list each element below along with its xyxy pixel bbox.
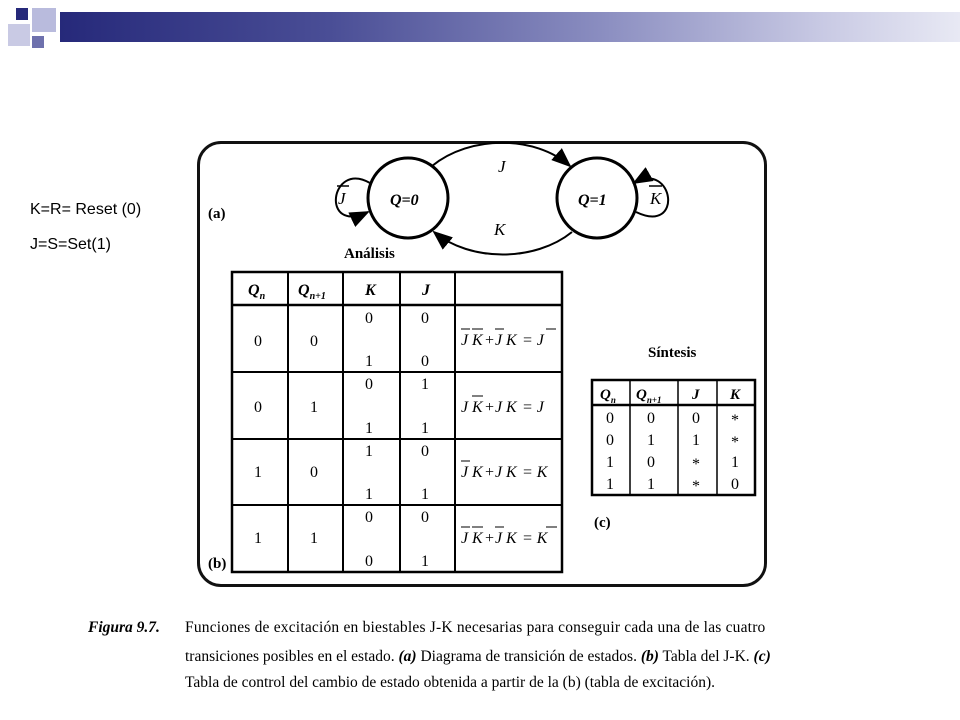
svg-text:= K: = K [522,530,548,547]
analysis-cell: 0 [365,310,373,327]
analysis-cell: 1 [365,486,373,503]
analysis-title: Análisis [344,246,395,262]
analysis-cell: 1 [365,443,373,460]
self-loop-left-label: J [338,189,346,208]
analysis-cell: 1 [254,464,262,481]
caption-text: transiciones posibles en el estado. [185,648,395,665]
analysis-header-qn1: $Q_{n+1}$ [298,282,326,302]
svg-text:K: K [472,399,483,416]
analysis-header-j: J [422,282,430,299]
synthesis-cell: * [731,434,739,451]
svg-text:+: + [484,530,495,547]
analysis-equation [461,527,557,547]
analysis-equation [461,396,545,416]
synthesis-cell: 1 [692,432,700,449]
svg-text:K: K [472,530,483,547]
svg-text:+: + [484,464,495,481]
synthesis-cell: 1 [647,432,655,449]
caption-line-2 [185,648,771,666]
analysis-cell: 1 [421,376,429,393]
analysis-cell: 1 [421,553,429,570]
svg-text:= J: = J [522,332,544,349]
caption-ref-c: (c) [749,648,771,665]
label-b: (b) [208,556,227,572]
svg-text:K: K [506,530,517,547]
analysis-cell: 1 [421,420,429,437]
synthesis-rows [606,410,739,495]
svg-text:+: + [484,399,495,416]
edge-k-label: K [494,220,506,239]
caption-line-1: Funciones de excitación en biestables J-K necesarias para conseguir cada una de las cuatro [185,619,766,636]
analysis-cell: 1 [365,420,373,437]
reset-note: K=R= Reset (0) [30,201,142,218]
analysis-cell: 0 [310,333,318,350]
svg-text:J: J [461,332,469,349]
analysis-cell: 0 [254,333,262,350]
caption-ref-a: (a) [398,648,417,665]
caption-line-3: Tabla de control del cambio de estado obtenida a partir de la (b) (tabla de excitación). [185,674,715,691]
analysis-cell: 0 [421,310,429,327]
synthesis-cell: 1 [647,476,655,493]
synthesis-cell: * [692,456,700,473]
svg-text:J: J [495,332,503,349]
label-c: (c) [594,515,611,531]
caption-figure-label: Figura 9.7. [88,619,160,636]
caption-ref-b: (b) [636,648,659,665]
synthesis-cell: 1 [606,454,614,471]
svg-text:K: K [472,332,483,349]
svg-text:K: K [506,399,517,416]
analysis-cell: 0 [310,464,318,481]
svg-text:K: K [506,332,517,349]
svg-text:J: J [461,399,469,416]
synthesis-cell: 0 [731,476,739,493]
set-note: J=S=Set(1) [30,236,111,253]
svg-text:J: J [461,464,469,481]
svg-text:= J: = J [522,399,544,416]
state-q1-label: Q=1 [578,192,607,209]
synthesis-header-k: K [730,387,741,403]
edge-j-label: J [498,157,506,176]
svg-text:K: K [506,464,517,481]
synthesis-cell: * [731,412,739,429]
synthesis-cell: 1 [731,454,739,471]
svg-text:J: J [461,530,469,547]
svg-text:J: J [495,530,503,547]
analysis-cell: 0 [254,399,262,416]
analysis-cell: 0 [365,553,373,570]
analysis-cell: 0 [421,509,429,526]
analysis-table-border [232,272,562,572]
analysis-equation [461,461,549,481]
svg-text:J: J [495,399,503,416]
analysis-cell: 0 [365,509,373,526]
analysis-cell: 1 [310,399,318,416]
analysis-cell: 1 [254,530,262,547]
synthesis-title: Síntesis [648,345,697,361]
synthesis-cell: 0 [606,432,614,449]
caption-text: Diagrama de transición de estados. [416,648,637,665]
state-q0-label: Q=0 [390,192,419,209]
caption-text: Tabla del J-K. [658,648,750,665]
svg-text:K: K [472,464,483,481]
synthesis-cell: * [692,478,700,495]
analysis-cell: 1 [310,530,318,547]
self-loop-right-label: K [650,189,662,208]
svg-text:J: J [495,464,503,481]
synthesis-cell: 0 [647,410,655,427]
analysis-equation [461,329,556,349]
analysis-header-k: K [365,282,376,299]
synthesis-header-j: J [692,387,700,403]
synthesis-header-qn: $Q_n$ [600,387,616,405]
synthesis-cell: 1 [606,476,614,493]
svg-text:= K: = K [522,464,548,481]
analysis-cell: 0 [421,443,429,460]
label-a: (a) [208,206,226,222]
synthesis-cell: 0 [692,410,700,427]
caption-figure-number [88,619,160,637]
synthesis-header-qn1: $Q_{n+1}$ [636,387,662,405]
analysis-cell: 1 [421,486,429,503]
synthesis-cell: 0 [647,454,655,471]
analysis-header-qn: $Q_n$ [248,282,266,302]
analysis-cell: 1 [365,353,373,370]
analysis-cell: 0 [421,353,429,370]
svg-text:+: + [484,332,495,349]
synthesis-cell: 0 [606,410,614,427]
analysis-cell: 0 [365,376,373,393]
